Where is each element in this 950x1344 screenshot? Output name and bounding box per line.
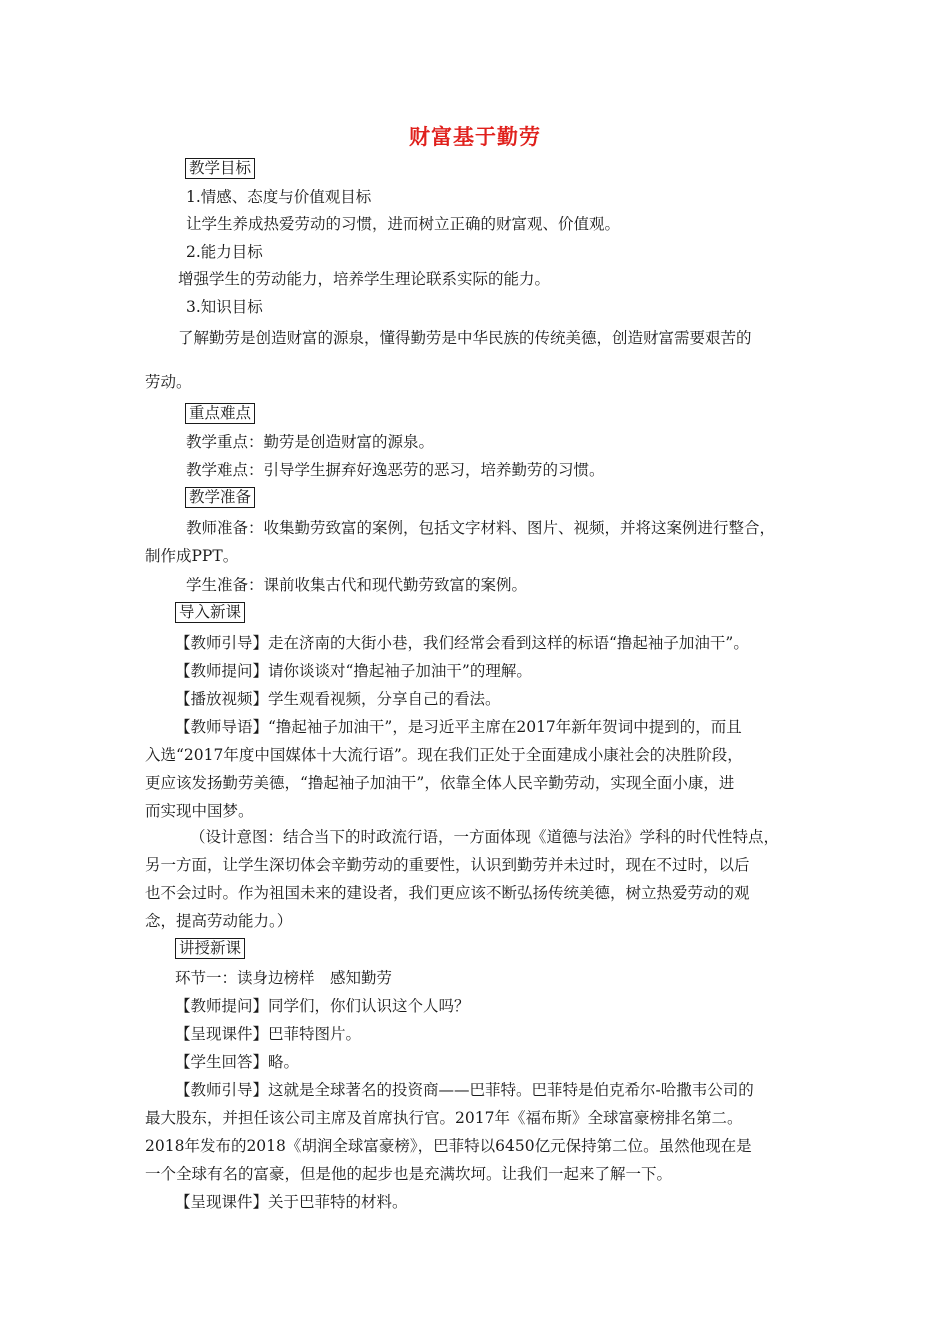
objective-text-3a: 了解勤劳是创造财富的源泉，懂得勤劳是中华民族的传统美德，创造财富需要艰苦的 [178, 329, 752, 347]
intro-paragraph-3: 【播放视频】学生观看视频，分享自己的看法。 [175, 690, 501, 708]
teaching-guide-1d: 一个全球有名的富豪，但是他的起步也是充满坎坷。让我们一起来了解一下。 [145, 1165, 673, 1183]
objective-text-2: 增强学生的劳动能力，培养学生理论联系实际的能力。 [178, 270, 551, 288]
teaching-courseware-1: 【呈现课件】巴菲特图片。 [175, 1025, 362, 1043]
teaching-step-1: 环节一：读身边榜样 感知勤劳 [175, 969, 393, 987]
section-label: 教学准备 [185, 487, 255, 508]
section-label: 讲授新课 [175, 938, 245, 959]
intro-paragraph-2: 【教师提问】请你谈谈对“撸起袖子加油干”的理解。 [175, 662, 532, 680]
objective-text-3b: 劳动。 [145, 373, 192, 391]
section-label: 重点难点 [185, 403, 255, 424]
teaching-guide-1a: 【教师引导】这就是全球著名的投资商——巴菲特。巴菲特是伯克希尔-哈撒韦公司的 [175, 1081, 754, 1099]
section-label: 导入新课 [175, 602, 245, 623]
objective-heading-1: 1.情感、态度与价值观目标 [186, 188, 372, 206]
intro-paragraph-4a: 【教师导语】“撸起袖子加油干”，是习近平主席在2017年新年贺词中提到的，而且 [175, 718, 742, 736]
teaching-guide-1c: 2018年发布的2018《胡润全球富豪榜》，巴菲特以6450亿元保持第二位。虽然他现在是 [145, 1137, 752, 1155]
section-heading-preparation [185, 487, 255, 508]
design-intent-3: 也不会过时。作为祖国未来的建设者，我们更应该不断弘扬传统美德，树立热爱劳动的观 [145, 884, 750, 902]
key-difficulty: 教学难点：引导学生摒弃好逸恶劳的恶习，培养勤劳的习惯。 [186, 461, 605, 479]
intro-paragraph-4c: 更应该发扬勤劳美德，“撸起袖子加油干”，依靠全体人民辛勤劳动，实现全面小康，进 [145, 774, 735, 792]
design-intent-2: 另一方面，让学生深切体会辛勤劳动的重要性，认识到勤劳并未过时，现在不过时，以后 [145, 856, 750, 874]
objective-heading-2: 2.能力目标 [186, 243, 263, 261]
section-heading-teaching [175, 938, 245, 959]
teacher-preparation-b: 制作成PPT。 [145, 547, 239, 565]
objective-text-1: 让学生养成热爱劳动的习惯，进而树立正确的财富观、价值观。 [186, 215, 621, 233]
student-preparation: 学生准备：课前收集古代和现代勤劳致富的案例。 [186, 576, 528, 594]
document-title: 财富基于勤劳 [409, 125, 541, 149]
design-intent-4: 念，提高劳动能力。） [145, 912, 293, 930]
section-heading-objectives [185, 158, 255, 179]
section-label: 教学目标 [185, 158, 255, 179]
key-focus: 教学重点：勤劳是创造财富的源泉。 [186, 433, 435, 451]
teaching-question-1: 【教师提问】同学们，你们认识这个人吗？ [175, 997, 470, 1015]
intro-paragraph-1: 【教师引导】走在济南的大街小巷，我们经常会看到这样的标语“撸起袖子加油干”。 [175, 634, 749, 652]
teaching-courseware-2: 【呈现课件】关于巴菲特的材料。 [175, 1193, 408, 1211]
teaching-answer-1: 【学生回答】略。 [175, 1053, 300, 1071]
teaching-guide-1b: 最大股东，并担任该公司主席及首席执行官。2017年《福布斯》全球富豪榜排名第二。 [145, 1109, 743, 1127]
design-intent-1: （设计意图：结合当下的时政流行语，一方面体现《道德与法治》学科的时代性特点， [190, 828, 780, 846]
section-heading-intro [175, 602, 245, 623]
section-heading-key-points [185, 403, 255, 424]
intro-paragraph-4d: 而实现中国梦。 [145, 802, 254, 820]
teacher-preparation-a: 教师准备：收集勤劳致富的案例，包括文字材料、图片、视频，并将这案例进行整合， [186, 519, 776, 537]
intro-paragraph-4b: 入选“2017年度中国媒体十大流行语”。现在我们正处于全面建成小康社会的决胜阶段， [145, 746, 743, 764]
objective-heading-3: 3.知识目标 [186, 298, 263, 316]
